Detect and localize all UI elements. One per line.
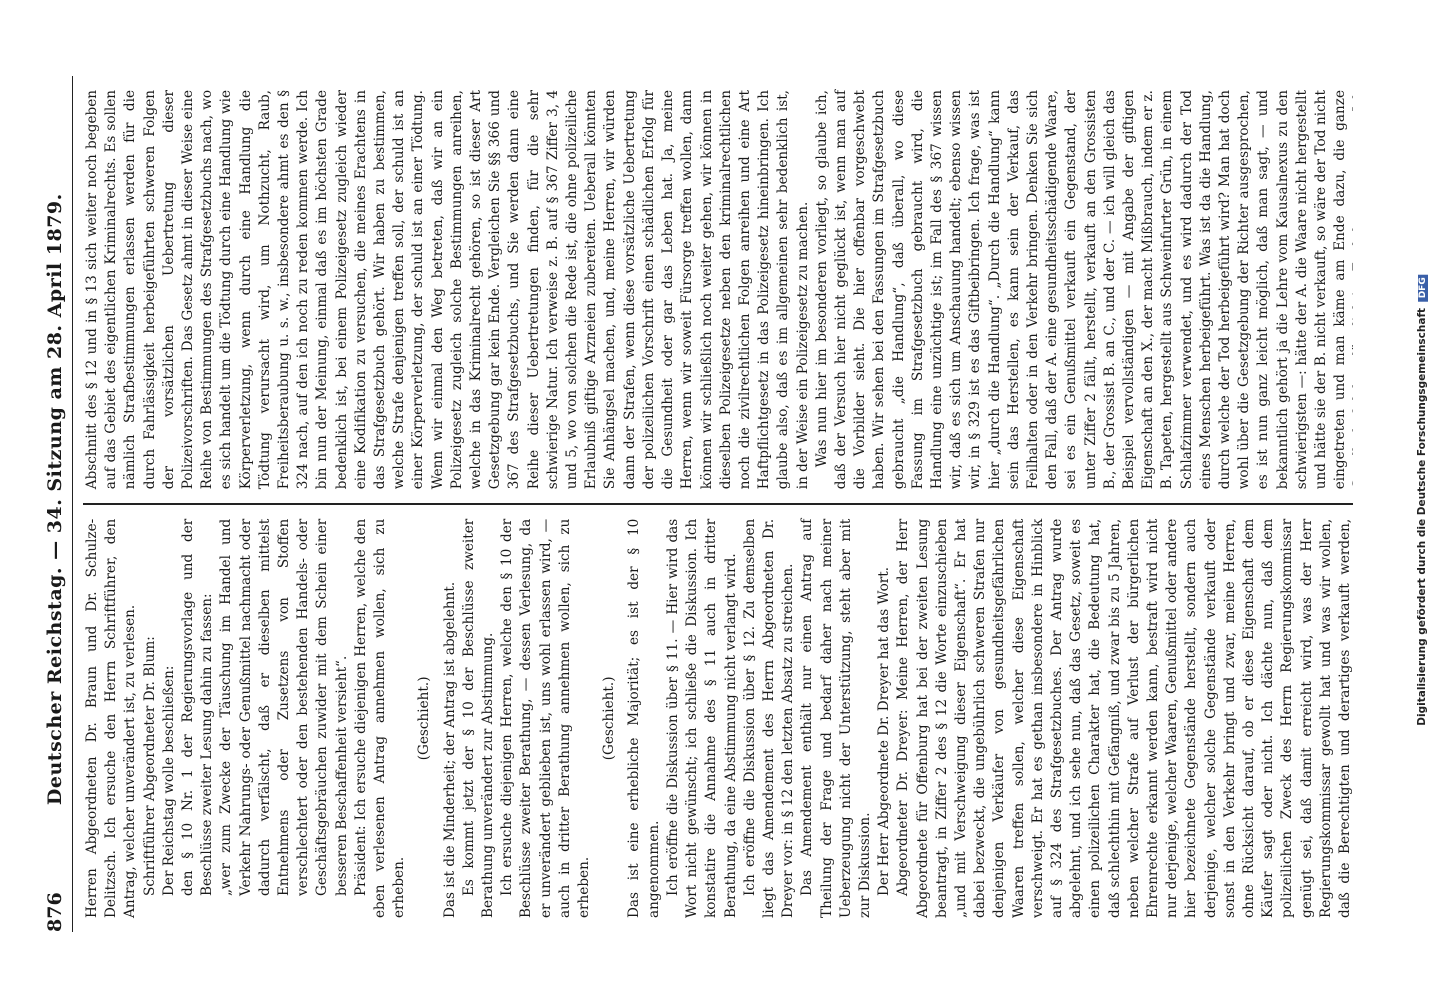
- paragraph: Das Amendement enthält nur einen Antrag auf Theilung der Frage und bedarf daher nach meiner Ueberzeugung nicht der Unterstützung, steht aber mit zur Diskussion.: [799, 518, 873, 918]
- paragraph: Das ist die Minderheit; der Antrag ist abgelehnt.: [441, 581, 458, 918]
- paragraph: (Geschieht.): [601, 676, 618, 761]
- paragraph: Abgeordneter Dr. Dreyer: Meine Herren, der Herr Abgeordnete für Offenburg hat bei der zweiten Lesung beantragt, in Ziffer 2 des § 12 die Worte einzuschieben „und mit Verschweigung dieser Eigenschaft“. Er hat dabei bezweckt, die ungebührlich schweren Strafen nur denjenigen Verkäufer von gesundheitsgefährlichen Waaren treffen sollen, welcher diese Eigenschaft verschweigt. Er hat es gethan insbesondere in Hinblick auf § 324 des Strafgesetzbuches. Der Antrag wurde abgelehnt, und ich sehe nun, daß das Gesetz, soweit es einen polizeilichen Charakter hat, die Bedeutung hat, daß schlechthin mit Gefängniß, und zwar bis zu 5 Jahren, neben welcher Strafe auf Verlust der bürgerlichen Ehrenrechte erkannt werden kann, bestraft wird nicht nur derjenige, welcher Waaren, Genußmittel oder andere hier bezeichnete Gegenstände herstellt, sondern auch derjenige, welcher solche Gegenstände verkauft oder sonst in den Verkehr bringt und zwar, meine Herren, ohne Rücksicht darauf, ob er diese Eigenschaft dem Käufer sagt oder nicht. Ich dächte nun, daß dem polizeilichen Zweck des Herrn Regierungskommissar genügt sei, daß damit erreicht wird, was der Herr Regierungskommissar gewollt hat und was wir wollen, daß die Berechtigten und derartiges verkauft werden,: [895, 518, 1353, 918]
- page-header: [44, 76, 73, 932]
- paragraph: Was nun hier im besonderen vorliegt, so glaube ich, daß der Versuch hier nicht geglückt ist, wenn man auf die Vorbilder sieht. Die hier offenbar vorgeschwebt haben. Wir sehen bei den Fassungen im Strafgesetzbuch gebraucht „die Handlung“, daß überall, wo diese Fassung im Strafgesetzbuch gebraucht wird, die Handlung eine unzüchtige ist; im Fall des § 367 wissen wir, daß es sich um Anschauung handelt; ebenso wissen wir, in § 329 ist es das Giftbeibringen. Ich frage, was ist hier „durch die Handlung“. „Durch die Handlung“ kann sein das Herstellen, es kann sein der Verkauf, das Feilhalten oder in den Verkehr bringen. Denken Sie sich den Fall, daß der A. eine gesundheitsschädigende Waare, sei es ein Genußmittel verkauft ein Gegenstand, der unter Ziffer 2 fällt, herstellt, verkauft an den Grossisten B., der Grossist B. an C., und der C. — ich will gleich das Beispiel vervollständigen — mit Angabe der giftigen Eigenschaft an den X., der macht Mißbrauch, indem er z. B. Tapeten, hergestellt aus Schweinfurter Grün, in einem Schlafzimmer verwendet, und es wird dadurch der Tod eines Menschen herbeigeführt. Was ist da die Handlung, durch welche der Tod herbeigeführt wird? Man hat doch wohl über die Gesetzgebung der Richter ausgesprochen, es ist nun ganz leicht möglich, daß man sagt, — und bekanntlich gehört ja die Lehre vom Kausalnexus zu den schwierigsten —: hätte der A. die Waare nicht hergestellt und hätte sie der B. nicht verkauft, so wäre der Tod nicht eingetreten und man käme am Ende dazu, die ganze: [813, 90, 1349, 490]
- paragraph: Herren Abgeordneten Dr. Braun und Dr. Schulze-Delitzsch. Ich ersuche den Herrn Schriftführer, den Antrag, welcher unverändert ist, zu verlesen.: [84, 518, 139, 918]
- left-column: [83, 505, 1353, 932]
- dfg-logo: DFG: [1418, 274, 1428, 301]
- paragraph: Der Herr Abgeordnete Dr. Dreyer hat das Wort.: [876, 566, 893, 896]
- paragraph: Präsident: Ich ersuche diejenigen Herren, welche den eben verlesenen Antrag annehmen wollen, sich zu erheben.: [352, 518, 408, 918]
- paragraph: Ich ersuche diejenigen Herren, welche den § 10 der Beschlüsse zweiter Berathung, — dessen Verlesung, da er unverändert geblieben ist, uns wohl erlassen wird, — auch in dritter Berathung annehmen wollen, sich zu erheben.: [499, 518, 593, 918]
- page-title: Deutscher Reichstag. — 34. Sitzung am 28. April 1879.: [44, 193, 66, 806]
- right-column: [83, 76, 1353, 503]
- paragraph: Das ist eine erhebliche Majorität; es ist der § 10 angenommen.: [626, 518, 662, 918]
- paragraph: Es kommt jetzt der § 10 der Beschlüsse zweiter Berathung unverändert zur Abstimmung.: [460, 518, 497, 918]
- paragraph: „wer zum Zwecke der Täuschung im Handel und Verkehr Nahrungs- oder Genußmittel nachmacht oder dadurch verfälscht, daß er dieselben mittelst Entnehmens oder Zusetzens von Stoffen verschlechtert oder den bestehenden Handels- oder Geschäftsgebräuchen zuwider mit dem Schein einer besseren Beschaffenheit versieht“.: [218, 518, 350, 896]
- page-number: 876: [44, 892, 66, 932]
- paragraph: den § 10 Nr. 1 der Regierungsvorlage und der Beschlüsse zweiter Lesung dahin zu fassen:: [180, 518, 216, 896]
- paragraph: Der Reichstag wolle beschließen:: [160, 665, 177, 896]
- digitization-sidebar: [1414, 30, 1430, 970]
- sidebar-text: Digitalisierung gefördert durch die Deutsche Forschungsgemeinschaft: [1416, 307, 1428, 726]
- text-columns: [83, 76, 1353, 932]
- document-page: [26, 40, 1406, 960]
- paragraph: Abschnitt des § 12 und in § 13 sich weiter noch begeben auf das Gebiet des eigentlichen Kriminalrechts. Es sollen nämlich Strafbestimmungen erlassen werden für die durch Fahrlässigkeit herbeigeführten schweren Folgen der vorsätzlichen Uebertretung dieser Polizeivorschriften. Das Gesetz ahmt in dieser Weise eine Reihe von Bestimmungen des Strafgesetzbuchs nach, wo es sich handelt um die Tödtung durch eine Handlung wie Körperverletzung, wenn durch eine Handlung die Tödtung verursacht wird, um Nothzucht, Raub, Freiheitsberaubung u. s. w., insbesondere ahmt es den § 324 nach, auf den ich noch zu reden kommen werde. Ich bin nun der Meinung, einmal daß es im höchsten Grade bedenklich ist, bei einem Polizeigesetz zugleich wieder eine Kodifikation zu versuchen, die meines Erachtens in das Strafgesetzbuch gehört. Wir haben zu bestimmen, welche Strafe denjenigen treffen soll, der schuld ist an einer Körperverletzung, der schuld ist an einer Tödtung. Wenn wir einmal den Weg betreten, daß wir an ein Polizeigesetz zugleich solche Bestimmungen anreihen, welche in das Kriminalrecht gehören, so ist dieser Art Gesetzgebung gar kein Ende. Vergleichen Sie §§ 366 und 367 des Strafgesetzbuchs, und Sie werden dann eine Reihe dieser Uebertretungen finden, für die sehr schwierige Natur. Ich verweise z. B. auf § 367 Ziffer 3, 4 und 5, wo von solchen die Rede ist, die ohne polizeiliche Erlaubniß giftige Arzneien zubereiten. Ueberall könnten Sie Anhängsel machen, und, meine Herren, wir würden dann der Strafen, wenn diese vorsätzliche Uebertretung der polizeilichen Vorschrift einen schädlichen Erfolg für die Gesundheit oder gar das Leben hat. Ja, meine Herren, wenn wir soweit Fürsorge treffen wollen, dann können wir schließlich noch weiter gehen, wir können in dieselben Polizeigesetze neben den kriminalrechtlichen noch die zivilrechtlichen Folgen anreihen und eine Art Haftpflichtgesetz in das Polizeigesetz hineinbringen. Ich glaube also, daß es im allgemeinen sehr bedenklich ist, in der Weise ein Polizeigesetz zu machen.: [84, 90, 811, 490]
- paragraph: Schriftführer Abgeordneter Dr. Blum:: [141, 636, 158, 896]
- paragraph: Ich eröffne die Diskussion über § 11. — Hier wird das Wort nicht gewünscht; ich schließe die Diskussion. Ich konstatire die Annahme des § 11 auch in dritter Berathung, da eine Abstimmung nicht verlangt wird.: [664, 518, 739, 918]
- paragraph: Ich eröffne die Diskussion über § 12. Zu demselben liegt das Amendement des Herrn Abgeordneten Dr. Dreyer vor: in § 12 den letzten Absatz zu streichen.: [741, 518, 797, 918]
- paragraph: (Geschieht.): [416, 676, 433, 761]
- column-divider: [83, 503, 1353, 505]
